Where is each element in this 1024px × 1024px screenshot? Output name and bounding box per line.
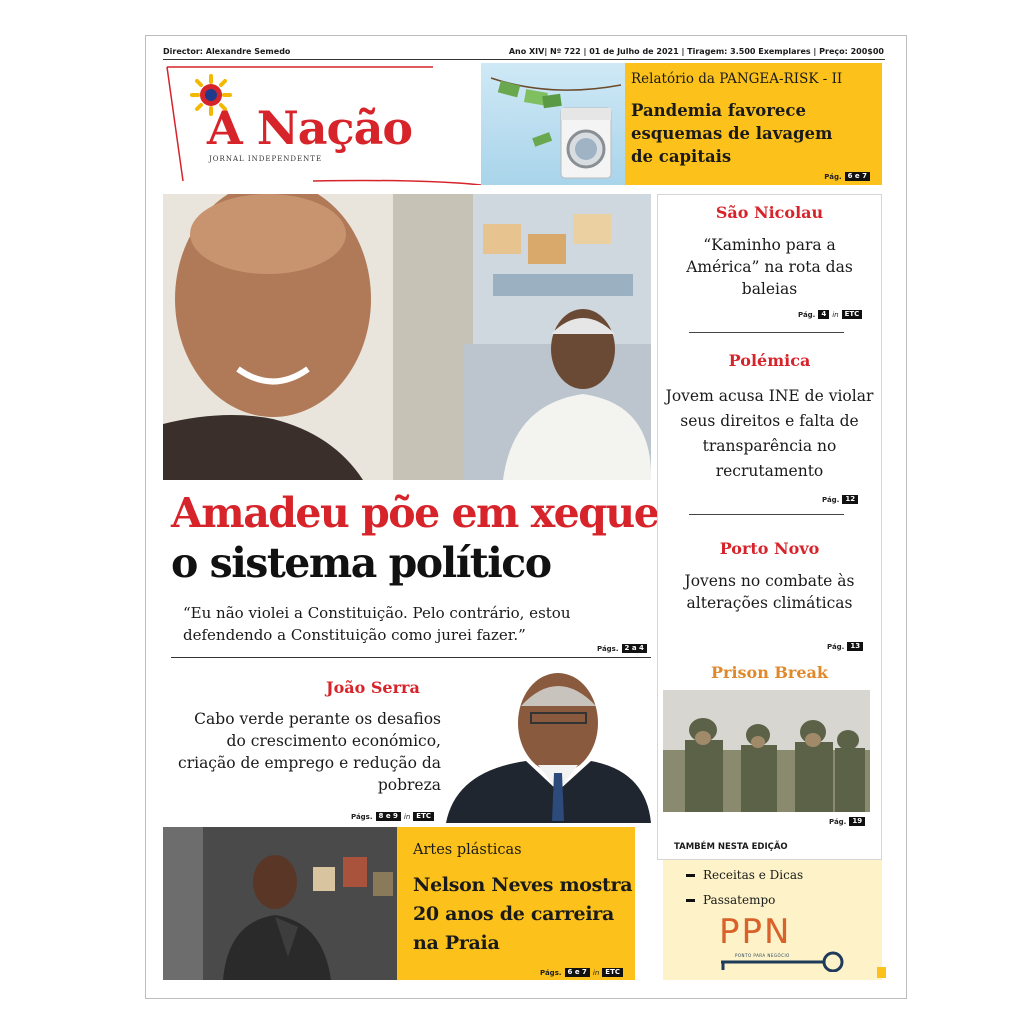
sidebar-headline-polemica[interactable]: Jovem acusa INE de violar seus direitos e falta de transparência no recrutamento — [665, 387, 874, 480]
page-label: Pág. — [824, 172, 842, 181]
page-number: 19 — [849, 817, 865, 826]
lead-divider — [171, 657, 651, 658]
washing-machine-illustration — [481, 63, 625, 185]
page-number: 6 e 7 — [565, 968, 590, 977]
also-in-edition-title: TAMBÉM NESTA EDIÇÃO — [674, 842, 788, 852]
page-label: Pág. — [822, 495, 840, 504]
portrait-illustration — [446, 661, 651, 823]
logo-text: A Nação — [207, 101, 413, 155]
opinion-kicker: João Serra — [326, 678, 420, 697]
prison-break-page-ref — [829, 817, 865, 826]
sidebar-kicker-polemica: Polémica — [728, 351, 811, 370]
page-label: Págs. — [597, 644, 619, 653]
arts-page-ref — [540, 968, 623, 977]
logo-subtitle: JORNAL INDEPENDENTE — [209, 155, 323, 163]
polemica-page-ref — [822, 495, 858, 504]
in-label: in — [592, 968, 600, 977]
page-label: Pág. — [798, 310, 816, 319]
top-story-kicker: Relatório da PANGEA-RISK - II — [631, 71, 843, 87]
sidebar-kicker-porto-novo: Porto Novo — [719, 539, 820, 558]
page-number: 4 — [818, 310, 829, 319]
sidebar-divider — [689, 514, 844, 515]
page-number: 8 e 9 — [376, 812, 401, 821]
money-laundering-photo — [481, 63, 625, 185]
also-item-receitas[interactable] — [686, 868, 803, 882]
lead-headline-black[interactable]: o sistema político — [171, 539, 551, 587]
also-item-passatempo[interactable] — [686, 893, 775, 907]
lead-page-ref — [597, 644, 647, 653]
page-label: Pág. — [827, 642, 845, 651]
ppn-logo-small: PONTO PARA NEGÓCIO — [735, 953, 790, 958]
page-label: Págs. — [351, 812, 373, 821]
top-rule — [163, 59, 885, 60]
page-number: 13 — [847, 642, 863, 651]
page-number: 2 a 4 — [622, 644, 647, 653]
director-line: Director: Alexandre Semedo — [163, 47, 291, 56]
soldiers-illustration — [663, 690, 870, 812]
opinion-headline[interactable]: Cabo verde perante os desafios do crescimento económico, criação de emprego e redução da pobreza — [178, 710, 441, 794]
arts-kicker: Artes plásticas — [413, 842, 522, 858]
section-label: ETC — [602, 968, 623, 977]
masthead — [163, 63, 481, 185]
sidebar-divider — [689, 332, 844, 333]
in-label: in — [403, 812, 411, 821]
ppn-logo-text: PPN — [719, 912, 792, 952]
page-label: Pág. — [829, 817, 847, 826]
also-item-label: Receitas e Dicas — [703, 868, 804, 882]
lead-headline-red[interactable]: Amadeu põe em xeque — [171, 489, 659, 537]
also-item-label: Passatempo — [703, 893, 776, 907]
lead-story-photo — [163, 194, 651, 480]
arts-headline: Nelson Neves mostra 20 anos de carreira na Praia — [413, 874, 633, 954]
top-story-page-ref — [824, 172, 870, 181]
key-icon — [719, 948, 849, 972]
page-label: Págs. — [540, 968, 562, 977]
joao-serra-photo — [446, 661, 651, 823]
section-label: ETC — [842, 310, 863, 319]
porto-novo-page-ref — [827, 642, 863, 651]
in-label: in — [832, 310, 839, 319]
page-number: 12 — [842, 495, 858, 504]
arts-story-box[interactable] — [397, 827, 635, 980]
newspaper-front-page — [145, 35, 907, 999]
opinion-page-ref — [351, 812, 434, 821]
ppn-logo[interactable] — [719, 912, 849, 974]
bullet-icon — [686, 874, 695, 877]
sidebar-headline-porto-novo[interactable]: Jovens no combate às alterações climáticas — [684, 572, 855, 612]
nelson-neves-photo — [163, 827, 397, 980]
section-label: ETC — [413, 812, 434, 821]
issue-info: Ano XIV| Nº 722 | 01 de Julho de 2021 | Tiragem: 3.500 Exemplares | Preço: 200$00 — [508, 47, 884, 56]
sidebar-kicker-sao-nicolau: São Nicolau — [715, 203, 824, 222]
bullet-icon — [686, 899, 695, 902]
prison-break-photo — [663, 690, 870, 812]
sidebar-headline-sao-nicolau[interactable]: “Kaminho para a América” na rota das baleias — [686, 236, 853, 298]
lead-quote: “Eu não violei a Constituição. Pelo contrário, estou defendendo a Constituição como jurei fazer.” — [183, 604, 571, 644]
artist-illustration — [163, 827, 397, 980]
sao-nicolau-page-ref — [798, 310, 862, 319]
corner-marker — [877, 967, 886, 978]
sidebar-kicker-prison-break[interactable]: Prison Break — [710, 663, 828, 682]
selfie-photo-illustration — [163, 194, 651, 480]
top-story-headline: Pandemia favorece esquemas de lavagem de capitais — [631, 101, 833, 166]
page-number: 6 e 7 — [845, 172, 870, 181]
top-story-box[interactable] — [625, 63, 882, 185]
